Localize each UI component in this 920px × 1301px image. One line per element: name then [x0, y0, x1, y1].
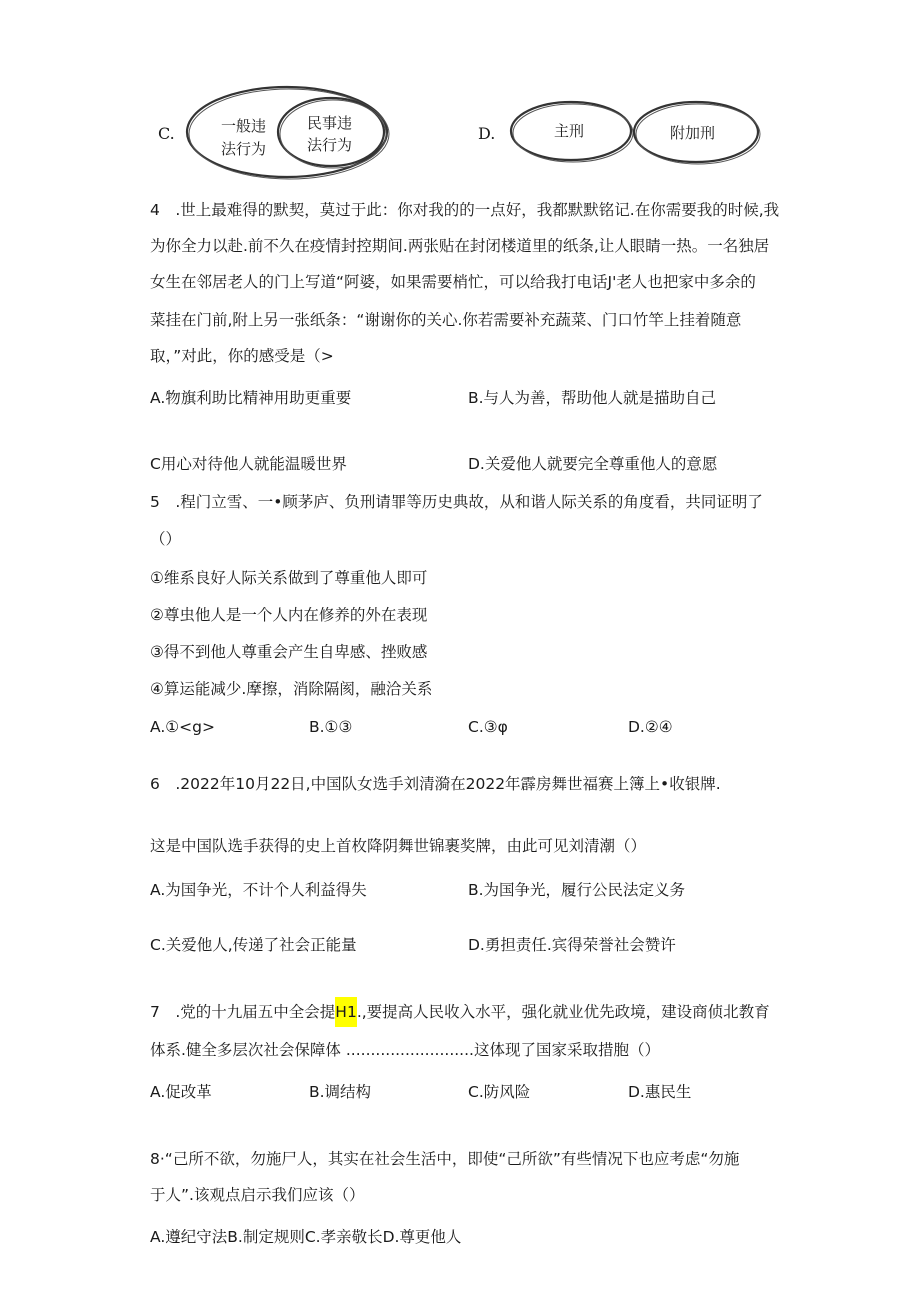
q5-item-4: ④算运能减少.摩擦，消除隔阂，融洽关系 [150, 680, 433, 698]
q4-line-5: 取，”对此，你的感受是（> [150, 347, 334, 365]
q7-option-a: A.促改革 [150, 1083, 212, 1101]
q5-option-b: B.①③ [309, 718, 353, 736]
q6-option-d: D.勇担责任.宾得荣誉社会赞许 [468, 936, 676, 954]
q7-line-1-pre: 7 .党的十九届五中全会提 [150, 1003, 336, 1021]
q8-line-1: 8·“己所不欲，勿施尸人，其实在社会生活中，即使“己所欲”有些情况下也应考虑“勿施 [150, 1150, 740, 1168]
inner-text-line1: 民事违 [307, 114, 353, 132]
q5-item-3: ③得不到他人尊重会产生自卑感、挫败感 [150, 643, 428, 661]
outer-text-line2: 法行为 [221, 140, 267, 158]
q7-highlight: H1 [335, 997, 357, 1027]
q5-line-1: 5 .程门立雪、一•顾茅庐、负刑请罪等历史典故，从和谐人际关系的角度看，共同证明了 [150, 493, 763, 511]
q6-line-1: 6 .2022年10月22日,中国队女选手刘清漪在2022年霹房舞世福赛上簿上•收银牌. [150, 775, 721, 793]
diagram-d-label: D. [478, 124, 496, 143]
q7-line-1-post: .,要提高人民收入水平，强化就业优先政境，建设商侦北教育 [356, 1003, 770, 1021]
q5-line-2: （） [150, 530, 182, 548]
left-text: 主刑 [554, 122, 585, 140]
q4-option-b: B.与人为善，帮助他人就是描助自己 [468, 389, 717, 407]
q6-line-2: 这是中国队选手获得的史上首枚降阴舞世锦裹奖牌，由此可见刘清潮（） [150, 837, 647, 855]
q4-option-c: C用心对待他人就能温暖世界 [150, 455, 347, 473]
q5-option-d: D.②④ [628, 718, 673, 736]
q5-item-2: ②尊虫他人是一个人内在修养的外在表现 [150, 606, 428, 624]
outer-text-line1: 一般违 [221, 117, 267, 135]
q7-option-c: C.防风险 [468, 1083, 531, 1101]
q4-line-2: 为你全力以赴.前不久在疫情封控期间.两张贴在封闭楼道里的纸条,让人眼睛一热。一名独居 [150, 237, 770, 255]
inner-ellipse-shadow [280, 100, 386, 168]
right-text: 附加刑 [670, 124, 716, 142]
q6-option-c: C.关爱他人,传递了社会正能量 [150, 936, 357, 954]
q4-line-3: 女生在邻居老人的门上写道“阿婆，如果需要梢忙，可以给我打电话J'老人也把家中多余的 [150, 273, 756, 291]
q6-option-a: A.为国争光，不计个人利益得失 [150, 881, 367, 899]
q4-option-d: D.关爱他人就要完全尊重他人的意愿 [468, 455, 718, 473]
q7-option-d: D.惠民生 [628, 1083, 692, 1101]
q7-line-1 [150, 1000, 770, 1022]
diagram-c-nested-ellipses [183, 82, 398, 182]
diagram-d-separate-ellipses [508, 98, 766, 168]
q7-line-2: 体系.健全多层次社会保障体 ..........................这体现了国家采取措胞（） [150, 1041, 660, 1059]
q5-item-1: ①维系良好人际关系做到了尊重他人即可 [150, 569, 428, 587]
q8-line-2: 于人”.该观点启示我们应该（） [150, 1186, 365, 1204]
q4-line-1: 4 .世上最难得的默契，莫过于此：你对我的的一点好，我都默默铭记.在你需要我的时候,我 [150, 201, 780, 219]
q4-option-a: A.物旗利助比精神用助更重要 [150, 389, 352, 407]
q8-options: A.遵纪守法B.制定规则C.孝亲敬长D.尊更他人 [150, 1228, 462, 1246]
q6-option-b: B.为国争光，履行公民法定义务 [468, 881, 686, 899]
q5-option-a: A.①<g> [150, 718, 215, 736]
q7-option-b: B.调结构 [309, 1083, 372, 1101]
q4-line-4: 菜挂在门前,附上另一张纸条：“谢谢你的关心.你若需要补充蔬菜、门口竹竿上挂着随意 [150, 311, 742, 329]
inner-text-line2: 法行为 [307, 136, 353, 154]
q5-option-c: C.③φ [468, 718, 508, 736]
diagram-c-label: C. [158, 124, 175, 143]
